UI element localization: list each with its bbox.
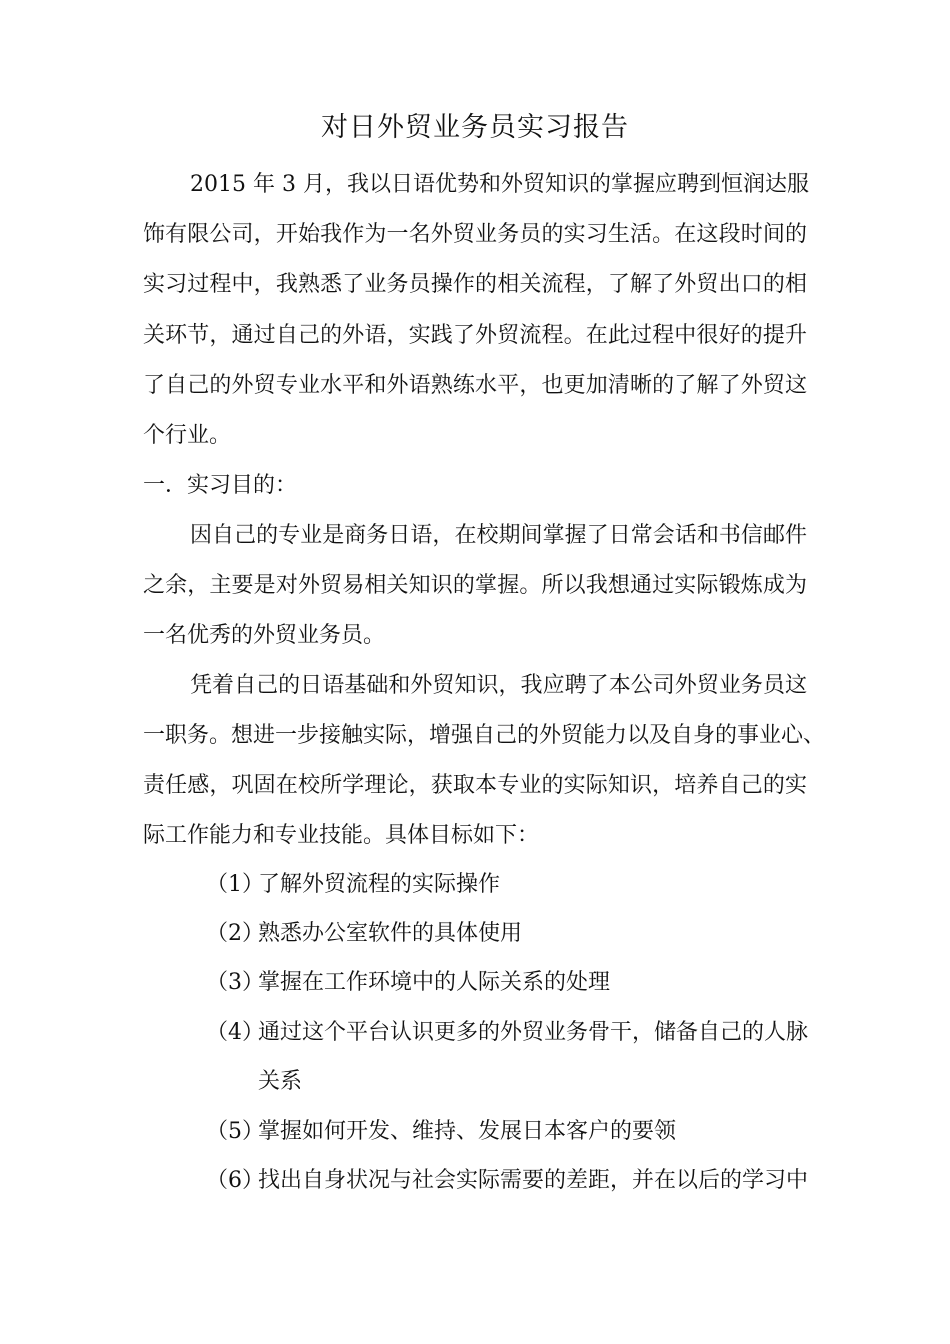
goal-item xyxy=(206,958,807,1008)
paragraph-line: 凭着自己的日语基础和外贸知识，我应聘了本公司外贸业务员这 xyxy=(190,673,807,698)
goal-number: （4） xyxy=(206,1020,264,1045)
goal-text: 找出自身状况与社会实际需要的差距，并在以后的学习中 xyxy=(258,1168,809,1193)
intro-line: 关环节，通过自己的外语，实践了外贸流程。在此过程中很好的提升 xyxy=(143,323,807,348)
paragraph-line: 一名优秀的外贸业务员。 xyxy=(143,623,386,648)
goal-number: （1） xyxy=(206,872,264,897)
paragraph-line: 一职务。想进一步接触实际，增强自己的外贸能力以及自身的事业心、 xyxy=(143,723,826,748)
goal-item xyxy=(206,909,807,959)
goal-number: （6） xyxy=(206,1168,264,1193)
intro-line: 了自己的外贸专业水平和外语熟练水平，也更加清晰的了解了外贸这 xyxy=(143,373,807,398)
paragraph-line: 际工作能力和专业技能。具体目标如下： xyxy=(143,823,540,848)
goal-text: 通过这个平台认识更多的外贸业务骨干，储备自己的人脉 xyxy=(258,1020,809,1045)
goal-text: 了解外贸流程的实际操作 xyxy=(258,872,501,897)
goal-number: （5） xyxy=(206,1119,264,1144)
paragraph-line: 责任感，巩固在校所学理论，获取本专业的实际知识，培养自己的实 xyxy=(143,773,807,798)
paragraph-line: 因自己的专业是商务日语，在校期间掌握了日常会话和书信邮件 xyxy=(190,523,807,548)
goal-text: 熟悉办公室软件的具体使用 xyxy=(258,921,523,946)
intro-line: 2015 年 3 月，我以日语优势和外贸知识的掌握应聘到恒润达服 xyxy=(190,172,809,197)
paragraph-line: 之余，主要是对外贸易相关知识的掌握。所以我想通过实际锻炼成为 xyxy=(143,573,807,598)
goal-number: （2） xyxy=(206,921,264,946)
section-heading: 一．实习目的： xyxy=(143,473,298,498)
document-title: 对日外贸业务员实习报告 xyxy=(321,112,629,143)
intro-line: 饰有限公司，开始我作为一名外贸业务员的实习生活。在这段时间的 xyxy=(143,222,807,247)
goal-text: 掌握如何开发、维持、发展日本客户的要领 xyxy=(258,1119,677,1144)
goal-item xyxy=(206,1107,807,1157)
goal-item xyxy=(206,1008,807,1058)
goal-item xyxy=(206,860,807,910)
goal-text: 掌握在工作环境中的人际关系的处理 xyxy=(258,970,611,995)
goal-number: （3） xyxy=(206,970,264,995)
goal-text-continuation: 关系 xyxy=(258,1069,303,1094)
goal-item xyxy=(206,1156,807,1206)
intro-line: 实习过程中，我熟悉了业务员操作的相关流程，了解了外贸出口的相 xyxy=(143,272,807,297)
intro-line: 个行业。 xyxy=(143,423,232,448)
